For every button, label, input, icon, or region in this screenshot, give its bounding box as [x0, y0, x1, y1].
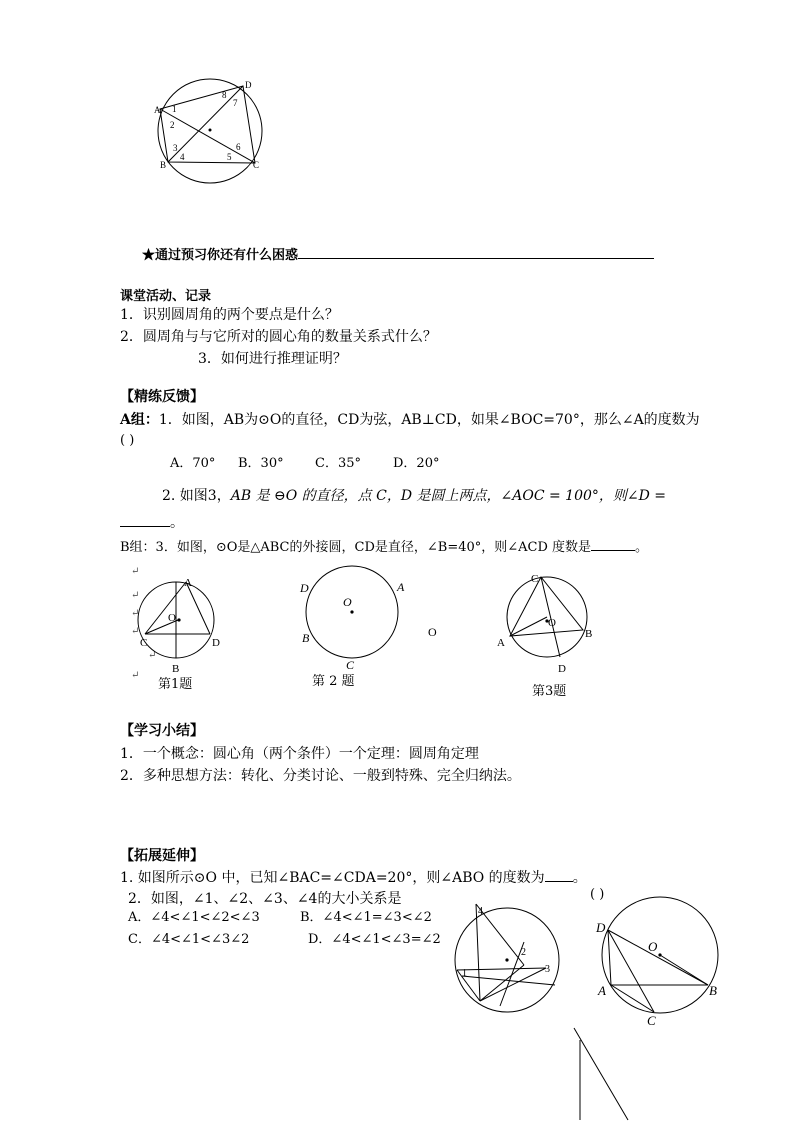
practice-q2-blank: 。 — [120, 514, 184, 532]
summary-line-2: 2．多种思想方法：转化、分类讨论、一般到特殊、完全归纳法。 — [120, 768, 521, 784]
stray-o-label: O — [428, 625, 437, 639]
extension-q1: 1. 如图所示⊙O 中，已知∠BAC=∠CDA=20°，则∠ABO 的度数为 。 — [120, 870, 587, 886]
svg-text:4: 4 — [180, 152, 185, 162]
class-activity-title: 课堂活动、记录 — [120, 289, 212, 304]
svg-text:8: 8 — [222, 90, 227, 100]
svg-text:D: D — [558, 663, 566, 675]
svg-text:↵: ↵ — [131, 590, 140, 601]
extension-q2-paren: ( ) — [590, 887, 605, 902]
extension-title: 【拓展延伸】 — [120, 848, 204, 864]
svg-text:D: D — [300, 581, 309, 595]
svg-text:A: A — [184, 577, 192, 589]
svg-text:O: O — [548, 617, 556, 629]
ext-choice-c: C．∠4<∠1<∠3∠2 — [128, 932, 250, 947]
choice-d: D．20° — [393, 456, 440, 471]
top-label-c: C — [253, 160, 260, 170]
svg-text:7: 7 — [233, 98, 238, 108]
svg-text:C: C — [531, 573, 539, 585]
top-label-d: D — [245, 80, 252, 90]
ext-choice-b: B．∠4<∠1=∠3<∠2 — [300, 910, 432, 925]
practice-q1-paren: ( ) — [120, 433, 135, 448]
svg-text:1: 1 — [462, 968, 467, 979]
svg-text:O: O — [168, 612, 176, 624]
activity-q3: 3．如何进行推理证明？ — [198, 351, 347, 367]
caption-3: 第3题 — [532, 684, 567, 699]
svg-text:B: B — [709, 983, 717, 998]
caption-2: 第 2 题 — [312, 674, 355, 689]
svg-text:3: 3 — [173, 143, 178, 153]
svg-text:C: C — [140, 637, 148, 649]
top-label-a: A — [154, 105, 161, 115]
svg-text:↵: ↵ — [131, 566, 140, 577]
svg-text:B: B — [172, 663, 180, 675]
svg-text:5: 5 — [227, 152, 232, 162]
svg-text:D: D — [212, 637, 220, 649]
svg-text:C: C — [647, 1013, 656, 1028]
svg-text:2: 2 — [521, 947, 526, 958]
svg-text:6: 6 — [236, 142, 241, 152]
svg-text:A: A — [397, 580, 405, 594]
svg-text:↵: ↵ — [131, 626, 140, 637]
extension-q2: 2．如图，∠1、∠2、∠3、∠4的大小关系是 — [128, 891, 402, 907]
choice-a: A．70° — [170, 456, 216, 471]
ext-choice-d: D．∠4<∠1<∠3=∠2 — [308, 932, 441, 947]
practice-q2: 2. 如图3，AB 是 ⊖O 的直径，点 C，D 是圆上两点，∠AOC = 100°，则∠D = — [162, 488, 667, 504]
ext-choice-a: A．∠4<∠1<∠2<∠3 — [128, 910, 260, 925]
svg-text:↵: ↵ — [131, 608, 140, 619]
caption-1: 第1题 — [158, 677, 193, 692]
svg-text:↵: ↵ — [148, 650, 157, 661]
svg-text:D: D — [596, 920, 606, 935]
practice-q3: B组：3．如图，⊙O是△ABC的外接圆，CD是直径，∠B=40°，则∠ACD 度数是 。 — [120, 540, 649, 555]
choice-b: B．30° — [238, 456, 284, 471]
svg-text:3: 3 — [545, 964, 550, 975]
svg-text:A: A — [497, 637, 505, 649]
summary-title: 【学习小结】 — [120, 723, 204, 739]
svg-text:C: C — [346, 658, 355, 672]
svg-text:2: 2 — [170, 120, 175, 130]
activity-q1: 1．识别圆周角的两个要点是什么？ — [120, 307, 339, 323]
svg-text:↵: ↵ — [131, 670, 140, 681]
preview-question: ★通过预习你还有什么困惑 — [142, 246, 654, 265]
svg-text:O: O — [648, 939, 658, 954]
top-label-b: B — [160, 160, 167, 170]
svg-text:A: A — [598, 983, 606, 998]
svg-text:1: 1 — [172, 104, 177, 114]
choice-c: C．35° — [315, 456, 361, 471]
svg-text:B: B — [302, 631, 310, 645]
svg-text:O: O — [343, 595, 352, 609]
activity-q2: 2．圆周角与与它所对的圆心角的数量关系式什么？ — [120, 329, 437, 345]
practice-title: 【精练反馈】 — [120, 389, 204, 405]
practice-q1: A组：1．如图，AB为⊙O的直径，CD为弦，AB⊥CD，如果∠BOC=70°，那么∠A的度数为 — [120, 412, 700, 428]
svg-text:4: 4 — [478, 906, 483, 917]
summary-line-1: 1．一个概念：圆心角（两个条件）一个定理：圆周角定理 — [120, 746, 479, 762]
svg-text:B: B — [585, 628, 593, 640]
